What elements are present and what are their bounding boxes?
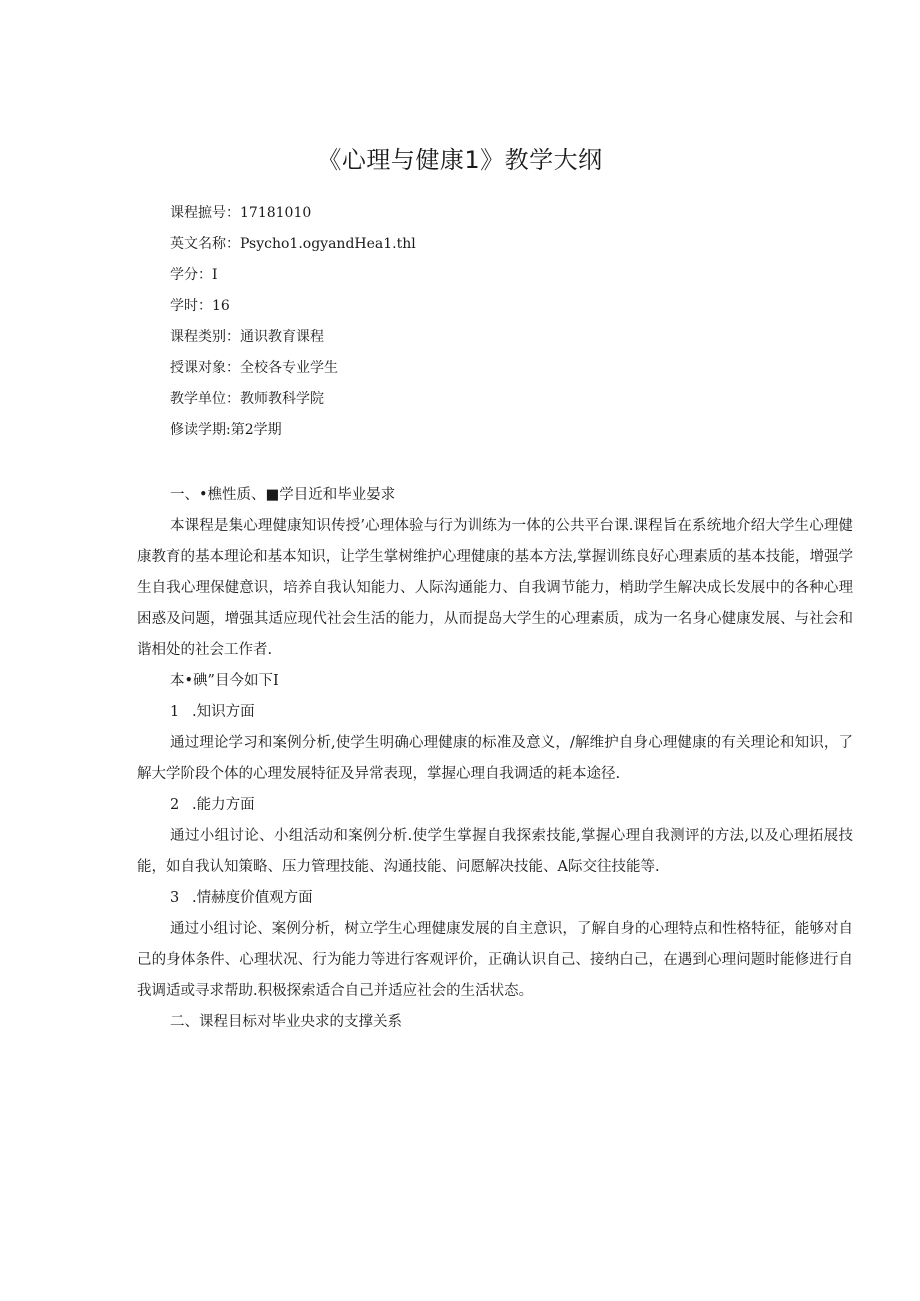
objective-2-heading [137,790,853,821]
section-1-heading: 一、•樵性质、■学目近和毕业晏求 [170,487,396,503]
objective-2-paragraph: 通过小组讨论、小组活动和案例分析.使学生掌握自我探索技能,掌握心理自我测评的方法,以及心理拓展技能，如自我认知策略、压力管理技能、沟通技能、问愿解决技能、A际交往技能等. [137,828,853,875]
course-code-line: 课程摭号：17181010 [170,205,312,221]
course-category-line: 课程类别：通识教育课程 [170,329,324,345]
section-2-heading: 二、课程目标对毕业央求的支撑关系 [170,1014,402,1030]
document-body [137,480,853,1038]
objective-3-label: .情赫度价值观方面 [192,890,313,906]
credits-line: 学分：I [170,267,218,283]
objective-3-paragraph: 通过小组讨论、案例分析，树立学生心理健康发展的自主意识，了解自身的心理特点和性格特征，能够对自己的身体条件、心理状况、行为能力等进行客观评价，正确认识自己、接纳白己，在遇到心理问题时能修进行自我调适或寻求帮助.积极探索适合自己并适应社会的生活状态。 [137,921,853,999]
audience-line: 授课对象：全校各专业学生 [170,360,338,376]
teaching-unit-line: 教学单位：教师教科学院 [170,391,324,407]
course-intro-paragraph: 本课程是集心理健康知识传授’心理体验与行为训练为一体的公共平台课.课程旨在系统地介绍大学生心理健康教育的基本理论和基本知识，让学生掌树维护心理健康的基本方法,掌握训练良好心理素质的基本技能，增强学生自我心理保健意识，培养自我认知能力、人际沟通能力、自我调节能力，梢助学生解决成长发展中的各种心理困惑及问题，增强其适应现代社会生活的能力，从而提岛大学生的心理素质，成为一名身心健康发展、与社会和谐相处的社会工作者. [137,518,853,658]
objective-1-heading [137,697,853,728]
objective-2-label: .能力方面 [192,797,255,813]
objective-3-number: 3 [170,890,180,906]
objective-2-number: 2 [170,797,180,813]
hours-line: 学时：16 [170,298,230,314]
objective-3-heading [137,883,853,914]
course-meta-block [170,198,850,446]
document-title: 《心理与健康1》教学大纲 [317,146,603,174]
objective-1-paragraph: 通过理论学习和案例分析,使学生明确心理健康的标准及意义，/解维护自身心理健康的有关理论和知识，了解大学阶段个体的心理发展特征及异常表现，掌握心理自我调适的耗本途径. [137,735,853,782]
objective-1-number: 1 [170,704,180,720]
objective-1-label: .知识方面 [192,704,255,720]
english-name-line: 英文名称：Psycho1.ogyandHea1.thl [170,236,416,252]
objectives-intro: 本•碘”目今如下I [170,673,279,689]
semester-line: 修读学期:第2学期 [170,422,282,438]
